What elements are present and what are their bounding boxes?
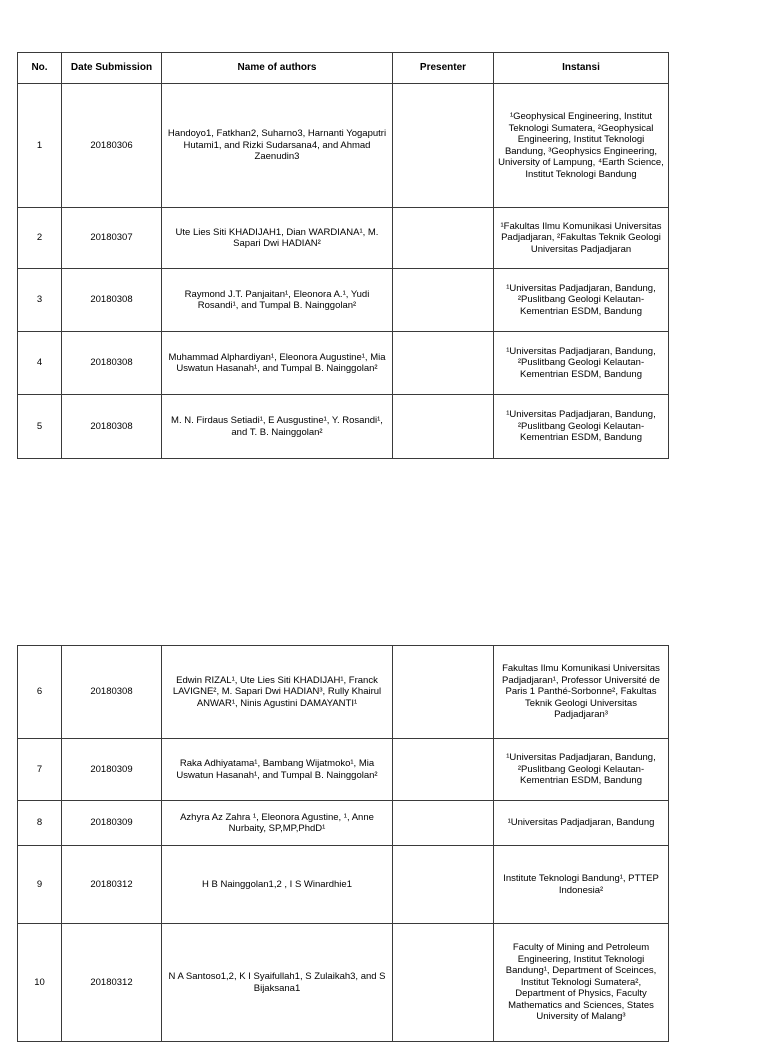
header-no: No. xyxy=(18,53,62,84)
table-row xyxy=(18,395,669,459)
cell-presenter xyxy=(393,269,494,332)
cell-authors: M. N. Firdaus Setiadi¹, E Ausgustine¹, Y. Rosandi¹, and T. B. Nainggolan² xyxy=(162,395,393,459)
cell-date: 20180312 xyxy=(62,924,162,1042)
table-row xyxy=(18,332,669,395)
cell-authors: N A Santoso1,2, K I Syaifullah1, S Zulaikah3, and S Bijaksana1 xyxy=(162,924,393,1042)
cell-presenter xyxy=(393,395,494,459)
cell-no: 7 xyxy=(18,739,62,801)
cell-instansi: ¹Geophysical Engineering, Institut Teknologi Sumatera, ²Geophysical Engineering, Institut Teknologi Bandung, ³Geophysics Engineering, University of Lampung, ⁴Earth Science, Institut Teknologi Bandung xyxy=(494,84,669,208)
cell-authors: Raka Adhiyatama¹, Bambang Wijatmoko¹, Mia Uswatun Hasanah¹, and Tumpal B. Nainggolan² xyxy=(162,739,393,801)
cell-presenter xyxy=(393,739,494,801)
cell-no: 9 xyxy=(18,846,62,924)
cell-instansi: Fakultas Ilmu Komunikasi Universitas Padjadjaran¹, Professor Université de Paris 1 Panthé-Sorbonne², Fakultas Teknik Geologi Universitas Padjadjaran³ xyxy=(494,646,669,739)
cell-date: 20180309 xyxy=(62,739,162,801)
cell-no: 10 xyxy=(18,924,62,1042)
cell-presenter xyxy=(393,332,494,395)
cell-authors: Azhyra Az Zahra ¹, Eleonora Agustine, ¹, Anne Nurbaity, SP,MP,PhdD¹ xyxy=(162,801,393,846)
cell-presenter xyxy=(393,646,494,739)
table-row xyxy=(18,84,669,208)
cell-authors: H B Nainggolan1,2 , I S Winardhie1 xyxy=(162,846,393,924)
cell-no: 2 xyxy=(18,208,62,269)
cell-instansi: ¹Universitas Padjadjaran, Bandung, ²Puslitbang Geologi Kelautan-Kementrian ESDM, Bandung xyxy=(494,332,669,395)
cell-authors: Muhammad Alphardiyan¹, Eleonora Augustine¹, Mia Uswatun Hasanah¹, and Tumpal B. Nainggolan² xyxy=(162,332,393,395)
cell-no: 4 xyxy=(18,332,62,395)
cell-no: 6 xyxy=(18,646,62,739)
cell-no: 3 xyxy=(18,269,62,332)
cell-no: 5 xyxy=(18,395,62,459)
cell-authors: Edwin RIZAL¹, Ute Lies Siti KHADIJAH¹, Franck LAVIGNE², M. Sapari Dwi HADIAN³, Rully Khairul ANWAR¹, Ninis Agustini DAMAYANTI¹ xyxy=(162,646,393,739)
header-authors: Name of authors xyxy=(162,53,393,84)
cell-instansi: Institute Teknologi Bandung¹, PTTEP Indonesia² xyxy=(494,846,669,924)
header-presenter: Presenter xyxy=(393,53,494,84)
cell-instansi: Faculty of Mining and Petroleum Engineering, Institut Teknologi Bandung¹, Department of Sceinces, Institut Teknologi Sumatera², Department of Physics, Faculty Mathematics and Sciences, States University of Malang³ xyxy=(494,924,669,1042)
cell-instansi: ¹Universitas Padjadjaran, Bandung, ²Puslitbang Geologi Kelautan-Kementrian ESDM, Bandung xyxy=(494,269,669,332)
cell-authors: Handoyo1, Fatkhan2, Suharno3, Harnanti Yogaputri Hutami1, and Rizki Sudarsana4, and Ahmad Zaenudin3 xyxy=(162,84,393,208)
cell-no: 1 xyxy=(18,84,62,208)
submissions-table-page-1 xyxy=(17,52,669,459)
cell-instansi: ¹Fakultas Ilmu Komunikasi Universitas Padjadjaran, ²Fakultas Teknik Geologi Universitas Padjadjaran xyxy=(494,208,669,269)
cell-instansi: ¹Universitas Padjadjaran, Bandung xyxy=(494,801,669,846)
cell-instansi: ¹Universitas Padjadjaran, Bandung, ²Puslitbang Geologi Kelautan-Kementrian ESDM, Bandung xyxy=(494,395,669,459)
cell-instansi: ¹Universitas Padjadjaran, Bandung, ²Puslitbang Geologi Kelautan-Kementrian ESDM, Bandung xyxy=(494,739,669,801)
cell-date: 20180307 xyxy=(62,208,162,269)
cell-authors: Raymond J.T. Panjaitan¹, Eleonora A.¹, Yudi Rosandi¹, and Tumpal B. Nainggolan² xyxy=(162,269,393,332)
cell-date: 20180312 xyxy=(62,846,162,924)
cell-no: 8 xyxy=(18,801,62,846)
header-instansi: Instansi xyxy=(494,53,669,84)
cell-date: 20180308 xyxy=(62,395,162,459)
cell-presenter xyxy=(393,846,494,924)
table-row xyxy=(18,739,669,801)
cell-date: 20180306 xyxy=(62,84,162,208)
table-row xyxy=(18,846,669,924)
table-row xyxy=(18,208,669,269)
table-row xyxy=(18,269,669,332)
header-row xyxy=(18,53,669,84)
cell-date: 20180308 xyxy=(62,332,162,395)
cell-date: 20180309 xyxy=(62,801,162,846)
cell-presenter xyxy=(393,208,494,269)
table-row xyxy=(18,801,669,846)
cell-authors: Ute Lies Siti KHADIJAH1, Dian WARDIANA¹, M. Sapari Dwi HADIAN² xyxy=(162,208,393,269)
submissions-table-page-2 xyxy=(17,645,669,1042)
cell-presenter xyxy=(393,84,494,208)
table-row xyxy=(18,646,669,739)
cell-date: 20180308 xyxy=(62,646,162,739)
cell-presenter xyxy=(393,801,494,846)
cell-date: 20180308 xyxy=(62,269,162,332)
header-date: Date Submission xyxy=(62,53,162,84)
